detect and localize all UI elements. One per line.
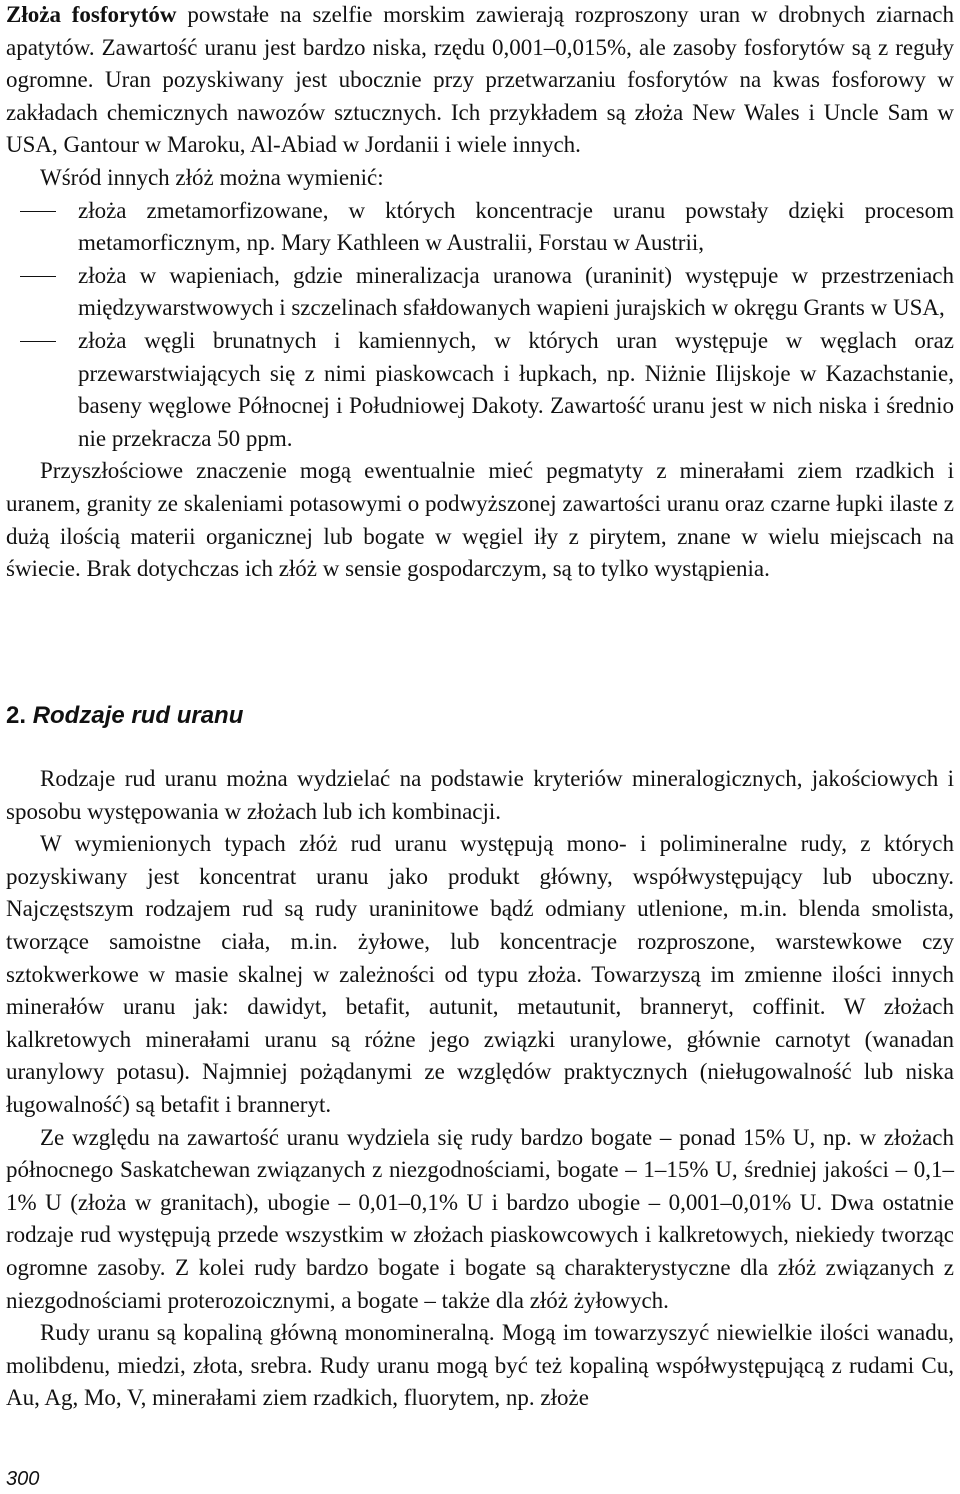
intro-paragraph	[6, 0, 954, 162]
page-number: 300	[6, 1468, 40, 1490]
section-paragraph: Ze względu na zawartość uranu wydziela się rudy bardzo bogate – ponad 15% U, np. w złożach północnego Saskatchewan związanych z niezgodnościami, bogate – 1–15% U, średniej jakości – 0,1–1% U (złoża w granitach), ubogie – 0,01–0,1% U i bardzo ubogie – 0,001–0,01% U. Dwa ostatnie rodzaje rud występują przede wszystkim w złożach piaskowcowych i kalkretowych, niekiedy tworząc ogromne zasoby. Z kolei rudy bardzo bogate i bogate są charakterystyczne dla złóż związanych z niezgodnościami proterozoicznymi, a bogate – także dla złóż żyłowych.	[6, 1124, 954, 1313]
list-item-text: złoża zmetamorfizowane, w których koncentracje uranu powstały dzięki procesom metamorficznym, np. Mary Kathleen w Australii, Forstau w Austrii,	[78, 197, 954, 256]
list-item	[6, 260, 954, 325]
section-paragraph: Rodzaje rud uranu można wydzielać na podstawie kryteriów mineralogicznych, jakościowych i sposobu występowania w złożach lub ich kombinacji.	[6, 766, 954, 824]
section-paragraph: Rudy uranu są kopaliną główną monomineralną. Mogą im towarzyszyć niewielkie ilości wanadu, molibdenu, miedzi, złota, srebra. Rudy uranu mogą być też kopaliną współwystępującą z rudami Cu, Au, Ag, Mo, V, minerałami ziem rzadkich, fluorytem, np. złoże	[6, 1320, 954, 1411]
deposit-list	[6, 195, 954, 456]
dash-bullet	[20, 341, 56, 342]
section-number: 2.	[6, 702, 27, 729]
intro-section	[6, 0, 954, 586]
list-item	[6, 325, 954, 455]
dash-bullet	[20, 276, 56, 277]
list-intro: Wśród innych złóż można wymienić:	[40, 164, 384, 190]
list-item	[6, 195, 954, 260]
section-paragraph: W wymienionych typach złóż rud uranu występują mono- i polimineralne rudy, z których pozyskiwany jest koncentrat uranu jako produkt główny, współwystępujący lub uboczny. Najczęstszym rodzajem rud są rudy uraninitowe bądź odmiany utlenione, m.in. blenda smolista, tworzące samoistne ciała, m.in. żyłowe, lub koncentracje rozproszone, warstewkowe czy sztokwerkowe w masie skalnej w zależności od typu złoża. Towarzyszą im zmienne ilości innych minerałów uranu jak: dawidyt, betafit, autunit, metautunit, branneryt, coffinit. W złożach kalkretowych minerałami uranu są różne jego związki uranylowe, głównie carnotyt (wanadan uranylowy potasu). Najmniej pożądanymi ze względów praktycznych (nieługowalność lub niska ługowalność) są betafit i branneryt.	[6, 831, 954, 1117]
intro-text: powstałe na szelfie morskim zawierają rozproszony uran w drobnych ziarnach apatytów. Zawartość uranu jest bardzo niska, rzędu 0,001–0,015%, ale zasoby fosforytów są z reguły ogromne. Uran pozyskiwany jest ubocznie przy przetwarzaniu fosforytów na kwas fosforowy w zakładach chemicznych nawozów sztucznych. Ich przykładem są złoża New Wales i Uncle Sam w USA, Gantour w Maroku, Al-Abiad w Jordanii i wiele innych.	[6, 2, 954, 158]
intro-term: Złoża fosforytów	[6, 2, 177, 27]
list-item-text: złoża w wapieniach, gdzie mineralizacja uranowa (uraninit) występuje w przestrzeniach międzywarstwowych i szczelinach sfałdowanych wapieni jurajskich w okręgu Grants w USA,	[78, 262, 954, 321]
dash-bullet	[20, 211, 56, 212]
section-heading	[6, 700, 243, 732]
future-paragraph: Przyszłościowe znaczenie mogą ewentualnie mieć pegmatyty z minerałami ziem rzadkich i uranem, granity ze skaleniami potasowymi o podwyższonej zawartości uranu oraz czarne łupki ilaste z dużą ilością materii organicznej lub bogate w węgiel iły z pirytem, znane w wielu miejscach na świecie. Brak dotychczas ich złóż w sensie gospodarczym, są to tylko wystąpienia.	[6, 458, 954, 582]
section-body	[6, 763, 954, 1415]
list-item-text: złoża węgli brunatnych i kamiennych, w których uran występuje w węglach oraz przewarstwiających się z nimi piaskowcach i łupkach, np. Niżnie Ilijskoje w Kazachstanie, baseny węglowe Północnej i Południowej Dakoty. Zawartość uranu jest w nich niska i średnio nie przekracza 50 ppm.	[78, 327, 954, 451]
section-title: Rodzaje rud uranu	[32, 702, 244, 729]
